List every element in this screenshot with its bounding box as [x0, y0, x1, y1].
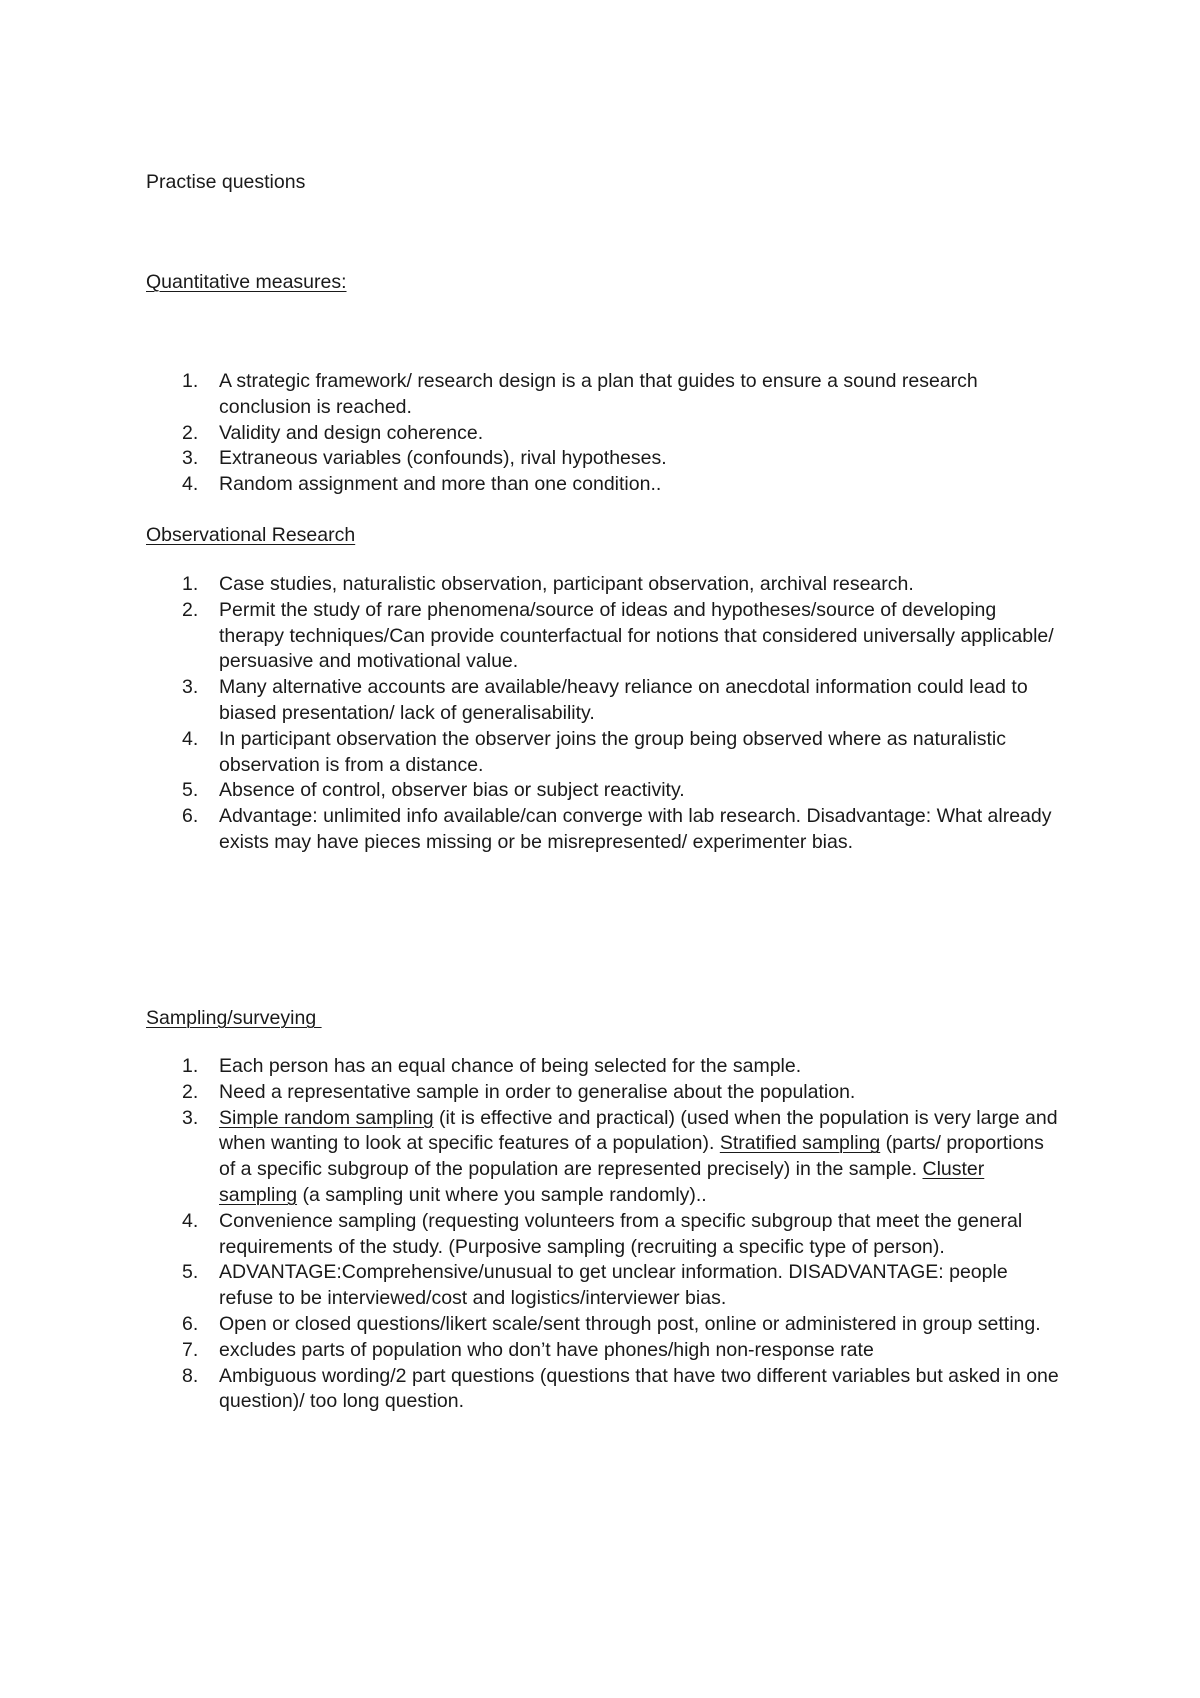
underlined-term: Simple random sampling	[219, 1106, 434, 1129]
list-item-text: Case studies, naturalistic observation, participant observation, archival research.	[219, 573, 914, 595]
list-item	[0, 675, 1200, 727]
list-item-number: 5.	[182, 779, 199, 802]
list-item	[0, 1080, 1200, 1106]
list-item-number: 2.	[182, 598, 199, 621]
list-item	[0, 446, 1200, 472]
list-item-text: A strategic framework/ research design is a plan that guides to ensure a sound research conclusion is reached.	[219, 370, 978, 418]
list-item	[0, 727, 1200, 779]
list-item-text: Each person has an equal chance of being selected for the sample.	[219, 1055, 802, 1077]
list-item	[0, 1209, 1200, 1261]
list-item	[0, 1338, 1200, 1364]
list-item-number: 4.	[182, 473, 199, 496]
list-item-number: 4.	[182, 727, 199, 750]
list-item-number: 8.	[182, 1364, 199, 1387]
list-item-number: 4.	[182, 1209, 199, 1232]
list-item-number: 6.	[182, 1312, 199, 1335]
list-item	[0, 1364, 1200, 1416]
underlined-term: Cluster sampling	[219, 1158, 985, 1206]
sampling-surveying-list	[0, 1054, 1200, 1415]
list-item-text: (a sampling unit where you sample randomly)..	[297, 1183, 707, 1206]
list-item-number: 1.	[182, 573, 199, 595]
list-item-text: excludes parts of population who don’t have phones/high non-response rate	[219, 1338, 874, 1361]
list-item-number: 6.	[182, 805, 199, 828]
list-item	[0, 1312, 1200, 1338]
section-heading-sampling-surveying: Sampling/surveying	[146, 1007, 322, 1029]
list-item-text: Random assignment and more than one condition..	[219, 473, 662, 496]
list-item-text: In participant observation the observer joins the group being observed where as naturalistic observation is from a distance.	[219, 727, 1006, 776]
list-item-text: Ambiguous wording/2 part questions (questions that have two different variables but asked in one question)/ too long question.	[219, 1364, 1059, 1413]
list-item-text: (parts/ proportions of a specific subgroup of the population are represented precisely) in the sample.	[219, 1132, 1044, 1181]
list-item-text: Validity and design coherence.	[219, 421, 484, 444]
list-item-text: Many alternative accounts are available/heavy reliance on anecdotal information could lead to biased presentation/ lack of generalisability.	[219, 676, 1028, 724]
list-item-text: Permit the study of rare phenomena/source of ideas and hypotheses/source of developing therapy techniques/Can provide counterfactual for notions that considered universally applicable/ persuasive and motivational value.	[219, 598, 1054, 673]
list-item-number: 1.	[182, 370, 199, 392]
list-item	[0, 572, 1200, 598]
document-title: Practise questions	[146, 171, 306, 193]
list-item-text: Open or closed questions/likert scale/sent through post, online or administered in group setting.	[219, 1312, 1041, 1335]
list-item-text: Convenience sampling (requesting volunteers from a specific subgroup that meet the general requirements of the study. (Purposive sampling (recruiting a specific type of person).	[219, 1209, 1023, 1258]
quantitative-measures-list	[0, 369, 1200, 498]
underlined-term: Stratified sampling	[719, 1132, 881, 1155]
list-item	[0, 421, 1200, 447]
list-item	[0, 1260, 1200, 1312]
list-item-text: ADVANTAGE:Comprehensive/unusual to get unclear information. DISADVANTAGE: people refuse to be interviewed/cost and logistics/interviewer bias.	[219, 1261, 1008, 1310]
list-item-text: (it is effective and practical) (used when the population is very large and when wanting to look at specific features of a population).	[219, 1106, 1058, 1155]
list-item-number: 3.	[182, 676, 199, 699]
list-item-text: Advantage: unlimited info available/can converge with lab research. Disadvantage: What already exists may have pieces missing or be misrepresented/ experimenter bias.	[219, 805, 1052, 853]
list-item	[0, 1054, 1200, 1080]
list-item	[0, 778, 1200, 804]
list-item-text: Need a representative sample in order to generalise about the population.	[219, 1080, 856, 1103]
list-item-text: Extraneous variables (confounds), rival hypotheses.	[219, 447, 667, 470]
list-item-text: Absence of control, observer bias or subject reactivity.	[219, 779, 685, 802]
list-item-number: 1.	[182, 1055, 199, 1077]
section-heading-observational-research: Observational Research	[146, 524, 356, 546]
list-item	[0, 472, 1200, 498]
list-item-number: 3.	[182, 447, 199, 470]
list-item-number: 3.	[182, 1106, 199, 1129]
section-heading-quantitative-measures: Quantitative measures:	[146, 271, 347, 293]
list-item	[0, 1106, 1200, 1209]
list-item-number: 2.	[182, 1080, 199, 1103]
list-item-number: 7.	[182, 1338, 199, 1361]
list-item-number: 2.	[182, 421, 199, 444]
observational-research-list	[0, 572, 1200, 856]
list-item-number: 5.	[182, 1261, 199, 1284]
list-item	[0, 598, 1200, 675]
list-item	[0, 804, 1200, 856]
list-item	[0, 369, 1200, 421]
